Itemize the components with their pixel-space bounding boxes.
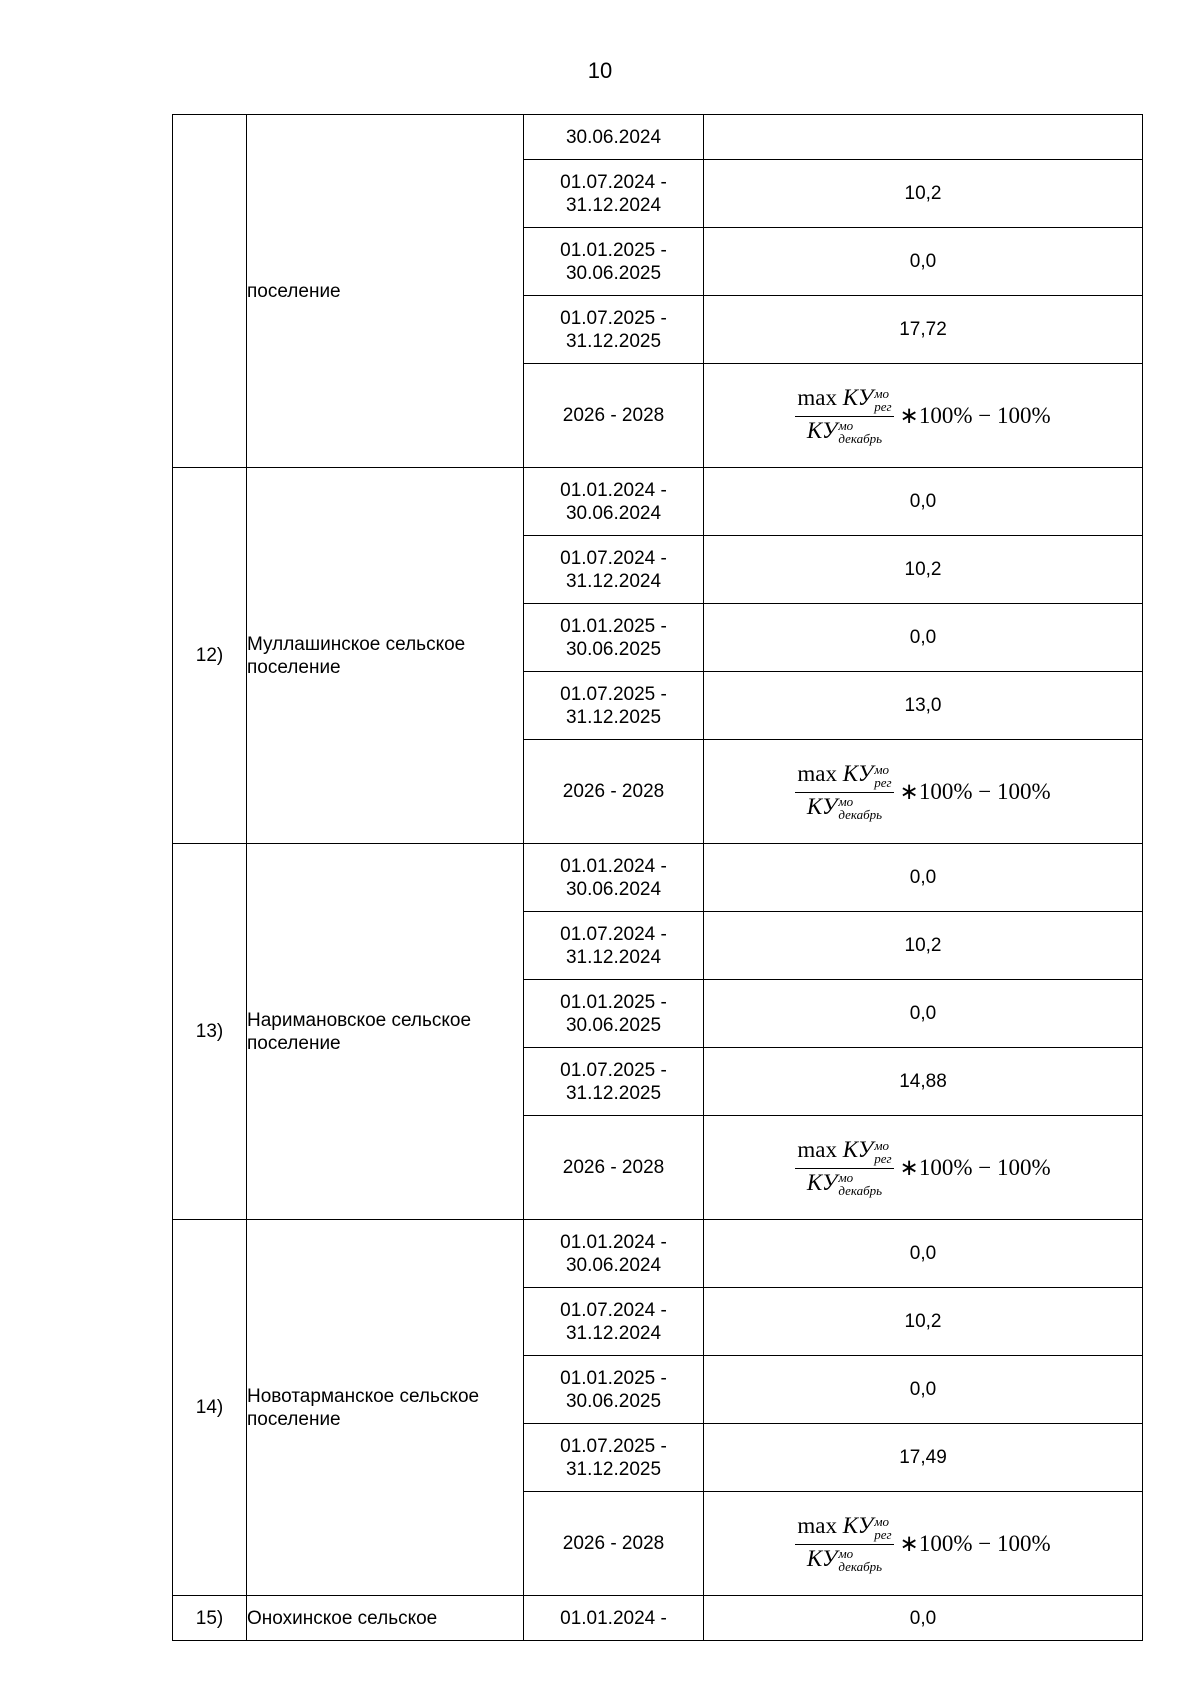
- period-line: 01.07.2025 -: [560, 1059, 667, 1081]
- row-number: [173, 115, 247, 468]
- value-cell: 10,2: [704, 160, 1143, 228]
- formula-var: КУ: [842, 384, 874, 410]
- period-cell: [524, 1356, 704, 1424]
- table-row: [173, 1596, 1143, 1641]
- formula: [795, 1514, 1050, 1573]
- period-line: 2026 - 2028: [562, 1533, 665, 1554]
- period-line: 01.01.2025 -: [560, 239, 667, 261]
- period-cell: [524, 1424, 704, 1492]
- formula-numerator: [795, 762, 893, 793]
- formula-cell: [704, 1492, 1143, 1596]
- page-number: 10: [587, 58, 613, 83]
- table-row: [173, 844, 1143, 912]
- formula-sup: мо: [838, 418, 854, 434]
- formula-sup: мо: [874, 385, 889, 401]
- period-line: 31.12.2025: [565, 1082, 662, 1104]
- period-cell: [524, 228, 704, 296]
- period-line: 01.01.2024 -: [560, 855, 667, 877]
- row-number: 12): [173, 468, 247, 844]
- formula-var: КУ: [806, 1169, 838, 1195]
- table-row: [173, 468, 1143, 536]
- settlement-name: Муллашинское сельское поселение: [247, 468, 524, 844]
- period-cell: [524, 1220, 704, 1288]
- period-line: 31.12.2025: [565, 706, 662, 728]
- formula-sub: декабрь: [838, 431, 883, 447]
- formula-denominator: [805, 417, 884, 446]
- period-cell: [524, 364, 704, 468]
- period-line: 30.06.2025: [565, 262, 662, 284]
- period-cell: [524, 115, 704, 160]
- value-cell: 14,88: [704, 1048, 1143, 1116]
- period-line: 31.12.2024: [565, 570, 662, 592]
- period-cell: [524, 468, 704, 536]
- formula-var: КУ: [806, 793, 838, 819]
- period-line: 30.06.2025: [565, 1390, 662, 1412]
- formula: [795, 1138, 1050, 1197]
- value-cell: 0,0: [704, 1356, 1143, 1424]
- period-line: 01.07.2024 -: [560, 547, 667, 569]
- value-cell: 10,2: [704, 912, 1143, 980]
- formula-denominator: [805, 1545, 884, 1574]
- formula-max: max: [797, 760, 843, 786]
- row-number: 14): [173, 1220, 247, 1596]
- formula-fraction: [795, 762, 893, 821]
- period-line: 31.12.2024: [565, 1322, 662, 1344]
- settlements-table: [172, 114, 1143, 1641]
- value-cell: 0,0: [704, 228, 1143, 296]
- formula-sup: мо: [874, 761, 889, 777]
- period-cell: [524, 160, 704, 228]
- period-cell: [524, 1116, 704, 1220]
- period-cell: [524, 536, 704, 604]
- value-cell: 0,0: [704, 844, 1143, 912]
- period-line: 30.06.2024: [565, 878, 662, 900]
- formula-indices: [838, 795, 882, 821]
- formula: [795, 386, 1050, 445]
- period-cell: [524, 1048, 704, 1116]
- formula-indices: [838, 419, 882, 445]
- period-line: 01.07.2024 -: [560, 923, 667, 945]
- formula-cell: [704, 740, 1143, 844]
- value-cell: 17,49: [704, 1424, 1143, 1492]
- settlement-name: поселение: [247, 115, 524, 468]
- settlement-name: Новотарманское сельское поселение: [247, 1220, 524, 1596]
- settlement-name: Наримановское сельское поселение: [247, 844, 524, 1220]
- period-cell: [524, 1492, 704, 1596]
- formula-tail: ∗100% − 100%: [899, 1155, 1051, 1180]
- period-cell: [524, 740, 704, 844]
- formula-var: КУ: [842, 760, 874, 786]
- formula-var: КУ: [842, 1136, 874, 1162]
- value-cell: [704, 115, 1143, 160]
- value-cell: 10,2: [704, 1288, 1143, 1356]
- formula-max: max: [797, 1512, 843, 1538]
- period-line: 2026 - 2028: [562, 1157, 665, 1178]
- value-cell: 0,0: [704, 1596, 1143, 1641]
- formula-denominator: [805, 1169, 884, 1198]
- formula-sup: мо: [874, 1513, 889, 1529]
- formula-sub: декабрь: [838, 1183, 883, 1199]
- value-cell: 10,2: [704, 536, 1143, 604]
- formula-fraction: [795, 1138, 893, 1197]
- formula-indices: [838, 1171, 882, 1197]
- period-line: 01.07.2025 -: [560, 307, 667, 329]
- settlement-name: Онохинское сельское: [247, 1596, 524, 1641]
- formula-var: КУ: [806, 417, 838, 443]
- formula-indices: [874, 763, 891, 789]
- value-cell: 13,0: [704, 672, 1143, 740]
- period-line: 2026 - 2028: [562, 405, 665, 426]
- formula-cell: [704, 364, 1143, 468]
- formula-max: max: [797, 384, 843, 410]
- period-line: 01.01.2025 -: [560, 615, 667, 637]
- row-number: 13): [173, 844, 247, 1220]
- value-cell: 17,72: [704, 296, 1143, 364]
- formula-numerator: [795, 1138, 893, 1169]
- period-line: 30.06.2024: [565, 1254, 662, 1276]
- formula-tail: ∗100% − 100%: [899, 1531, 1051, 1556]
- period-line: 30.06.2025: [565, 638, 662, 660]
- formula-tail: ∗100% − 100%: [899, 779, 1051, 804]
- period-line: 01.07.2025 -: [560, 1435, 667, 1457]
- value-cell: 0,0: [704, 1220, 1143, 1288]
- value-cell: 0,0: [704, 604, 1143, 672]
- formula-cell: [704, 1116, 1143, 1220]
- period-cell: [524, 296, 704, 364]
- period-line: 01.01.2024 -: [560, 1231, 667, 1253]
- formula-fraction: [795, 1514, 893, 1573]
- formula-indices: [874, 387, 891, 413]
- period-line: 31.12.2024: [565, 194, 662, 216]
- formula-sub: рег: [874, 774, 892, 790]
- table-row: [173, 115, 1143, 160]
- formula-sub: рег: [874, 1150, 892, 1166]
- period-line: 01.01.2024 -: [560, 1607, 667, 1629]
- formula-sub: рег: [874, 398, 892, 414]
- formula-denominator: [805, 793, 884, 822]
- period-line: 31.12.2025: [565, 1458, 662, 1480]
- period-line: 01.01.2025 -: [560, 1367, 667, 1389]
- formula-max: max: [797, 1136, 843, 1162]
- value-cell: 0,0: [704, 468, 1143, 536]
- period-cell: [524, 980, 704, 1048]
- period-line: 2026 - 2028: [562, 781, 665, 802]
- period-cell: [524, 1288, 704, 1356]
- formula-numerator: [795, 386, 893, 417]
- formula: [795, 762, 1050, 821]
- period-line: 30.06.2024: [565, 126, 662, 148]
- period-line: 31.12.2024: [565, 946, 662, 968]
- formula-numerator: [795, 1514, 893, 1545]
- formula-sup: мо: [838, 1170, 854, 1186]
- period-cell: [524, 604, 704, 672]
- period-line: 01.07.2025 -: [560, 683, 667, 705]
- formula-indices: [838, 1547, 882, 1573]
- formula-sup: мо: [838, 794, 854, 810]
- formula-tail: ∗100% − 100%: [899, 403, 1051, 428]
- formula-sub: декабрь: [838, 1559, 883, 1575]
- period-cell: [524, 912, 704, 980]
- period-line: 30.06.2025: [565, 1014, 662, 1036]
- formula-var: КУ: [806, 1545, 838, 1571]
- table-row: [173, 1220, 1143, 1288]
- formula-sup: мо: [838, 1546, 854, 1562]
- period-line: 01.07.2024 -: [560, 171, 667, 193]
- period-line: 01.01.2024 -: [560, 479, 667, 501]
- period-line: 31.12.2025: [565, 330, 662, 352]
- formula-indices: [874, 1515, 891, 1541]
- period-cell: [524, 844, 704, 912]
- period-line: 30.06.2024: [565, 502, 662, 524]
- value-cell: 0,0: [704, 980, 1143, 1048]
- formula-fraction: [795, 386, 893, 445]
- formula-sub: декабрь: [838, 807, 883, 823]
- period-cell: [524, 1596, 704, 1641]
- formula-sup: мо: [874, 1137, 889, 1153]
- row-number: 15): [173, 1596, 247, 1641]
- period-line: 01.07.2024 -: [560, 1299, 667, 1321]
- formula-indices: [874, 1139, 891, 1165]
- period-cell: [524, 672, 704, 740]
- formula-var: КУ: [842, 1512, 874, 1538]
- formula-sub: рег: [874, 1526, 892, 1542]
- period-line: 01.01.2025 -: [560, 991, 667, 1013]
